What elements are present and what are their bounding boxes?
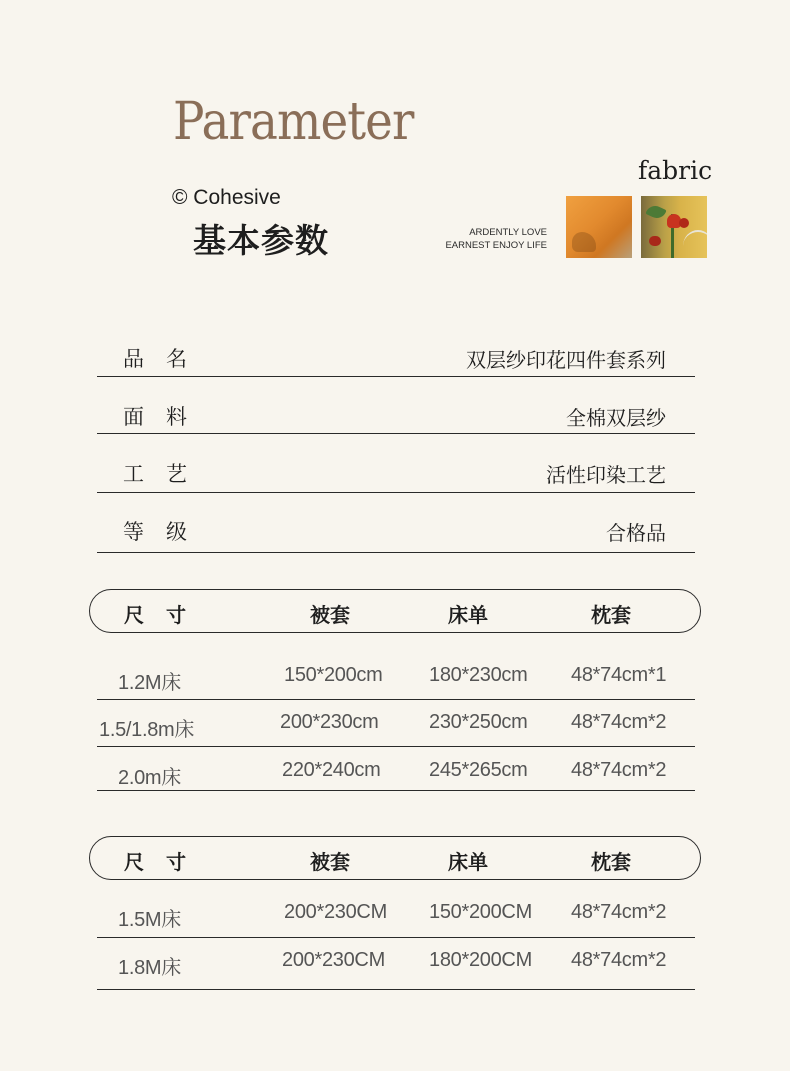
param-value-name: 双层纱印花四件套系列 — [466, 348, 666, 372]
table1-header-pillow: 枕套 — [591, 603, 631, 627]
param-value-material: 全棉双层纱 — [566, 406, 666, 430]
table1-header-sheet: 床单 — [448, 603, 488, 627]
table-cell: 180*230cm — [429, 664, 528, 686]
divider — [97, 376, 695, 377]
divider — [97, 433, 695, 434]
table-cell: 1.8M床 — [118, 957, 181, 979]
table-cell: 200*230CM — [284, 901, 387, 923]
table-cell: 150*200CM — [429, 901, 532, 923]
table-cell: 220*240cm — [282, 759, 381, 781]
page-title-en: Parameter — [173, 92, 414, 152]
table-cell: 2.0m床 — [118, 767, 181, 789]
tagline-line-2: EARNEST ENJOY LIFE — [445, 240, 547, 251]
table1-header-duvet: 被套 — [310, 603, 350, 627]
param-value-craft: 活性印染工艺 — [546, 463, 666, 487]
table-cell: 48*74cm*2 — [571, 711, 667, 733]
param-label-material: 面料 — [123, 405, 209, 429]
divider — [97, 937, 695, 938]
table-cell: 200*230CM — [282, 949, 385, 971]
divider — [97, 492, 695, 493]
divider — [97, 552, 695, 553]
brand-name: © Cohesive — [172, 186, 281, 209]
table-cell: 48*74cm*2 — [571, 759, 667, 781]
param-label-grade: 等级 — [123, 520, 209, 544]
tagline — [445, 226, 547, 252]
page-title-cn: 基本参数 — [193, 221, 329, 260]
table-cell: 1.2M床 — [118, 672, 181, 694]
divider — [97, 790, 695, 791]
table2-header-sheet: 床单 — [448, 850, 488, 874]
table-cell: 48*74cm*1 — [571, 664, 667, 686]
divider — [97, 746, 695, 747]
table-cell: 1.5M床 — [118, 909, 181, 931]
table2-header-pillow: 枕套 — [591, 850, 631, 874]
table-cell: 200*230cm — [280, 711, 379, 733]
param-label-name: 品名 — [123, 347, 209, 371]
fabric-label: fabric — [638, 156, 713, 185]
table2-header-duvet: 被套 — [310, 850, 350, 874]
table-cell: 1.5/1.8m床 — [99, 719, 195, 741]
param-value-grade: 合格品 — [606, 521, 666, 545]
fabric-photo-tulips — [641, 196, 707, 258]
table-cell: 230*250cm — [429, 711, 528, 733]
table-cell: 245*265cm — [429, 759, 528, 781]
table-cell: 48*74cm*2 — [571, 949, 667, 971]
param-label-craft: 工艺 — [123, 462, 209, 486]
table-cell: 150*200cm — [284, 664, 383, 686]
divider — [97, 989, 695, 990]
table-cell: 48*74cm*2 — [571, 901, 667, 923]
table1-header-size: 尺寸 — [124, 603, 208, 627]
divider — [97, 699, 695, 700]
table2-header-size: 尺寸 — [124, 850, 208, 874]
tagline-line-1: ARDENTLY LOVE — [469, 227, 547, 238]
fabric-photo-orange — [566, 196, 632, 258]
table-cell: 180*200CM — [429, 949, 532, 971]
